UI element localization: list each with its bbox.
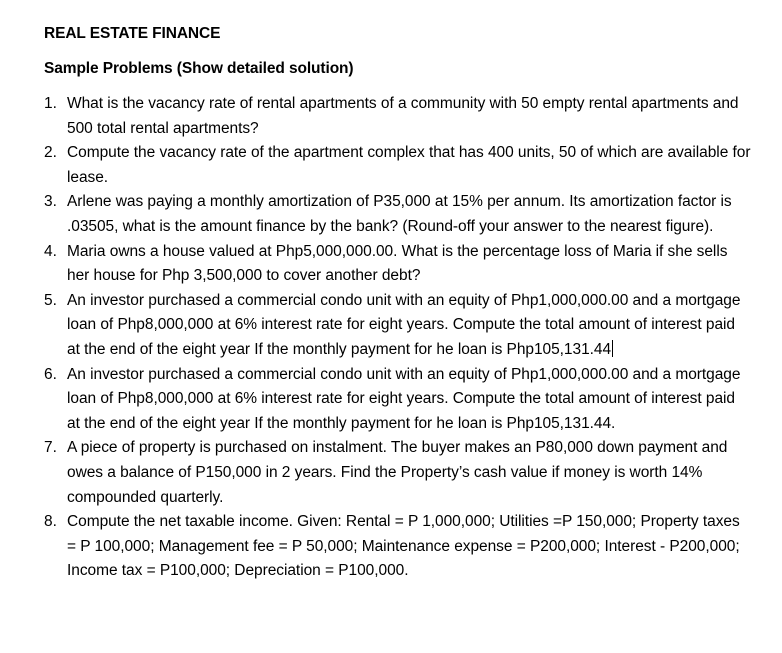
problem-text: Compute the vacancy rate of the apartment complex that has 400 units, 50 of which are available for lease. xyxy=(67,144,751,186)
problem-item xyxy=(0,240,782,289)
problem-item xyxy=(0,436,782,510)
problem-text: Compute the net taxable income. Given: Rental = P 1,000,000; Utilities =P 150,000; Property taxes = P 100,000; Management fee = P 50,000; Maintenance expense = P200,000; Interest - P200,000; Income tax = P100,000; Depreciation = P100,000. xyxy=(67,513,740,580)
problem-item xyxy=(0,363,782,437)
problem-text: What is the vacancy rate of rental apartments of a community with 50 empty rental apartments and 500 total rental apartments? xyxy=(67,95,739,137)
problem-text: Maria owns a house valued at Php5,000,000.00. What is the percentage loss of Maria if she sells her house for Php 3,500,000 to cover another debt? xyxy=(67,242,728,285)
problem-item xyxy=(0,190,782,239)
problem-item xyxy=(0,510,782,584)
problem-number: 1. xyxy=(44,95,57,112)
problem-item xyxy=(0,92,782,141)
problem-text: An investor purchased a commercial condo unit with an equity of Php1,000,000.00 and a mortgage loan of Php8,000,000 at 6% interest rate for eight years. Compute the total amount of interest paid at the end of the eight year If the monthly payment for he loan is Php105,131.44. xyxy=(67,365,741,432)
problem-number: 2. xyxy=(44,144,57,162)
problem-item xyxy=(0,141,782,190)
document-title: REAL ESTATE FINANCE xyxy=(44,25,221,42)
problem-number: 8. xyxy=(44,513,57,531)
problem-number: 5. xyxy=(44,291,57,309)
problem-item xyxy=(0,289,782,363)
problem-number: 7. xyxy=(44,439,57,457)
problem-text: Arlene was paying a monthly amortization of P35,000 at 15% per annum. Its amortization factor is .03505, what is the amount finance by the bank? (Round-off your answer to the nearest figure). xyxy=(67,193,732,235)
document-subtitle: Sample Problems (Show detailed solution) xyxy=(44,60,354,77)
problem-list xyxy=(0,92,782,584)
problem-text: A piece of property is purchased on instalment. The buyer makes an P80,000 down payment and owes a balance of P150,000 in 2 years. Find the Property’s cash value if money is worth 14% compounded quarterly. xyxy=(67,439,728,506)
text-cursor xyxy=(612,340,613,357)
problem-number: 4. xyxy=(44,242,57,260)
problem-number: 3. xyxy=(44,193,57,211)
problem-text: An investor purchased a commercial condo unit with an equity of Php1,000,000.00 and a mortgage loan of Php8,000,000 at 6% interest rate for eight years. Compute the total amount of interest paid at the end of the eight year If the monthly payment for he loan is Php105,131.44 xyxy=(67,291,741,358)
problem-number: 6. xyxy=(44,365,57,383)
